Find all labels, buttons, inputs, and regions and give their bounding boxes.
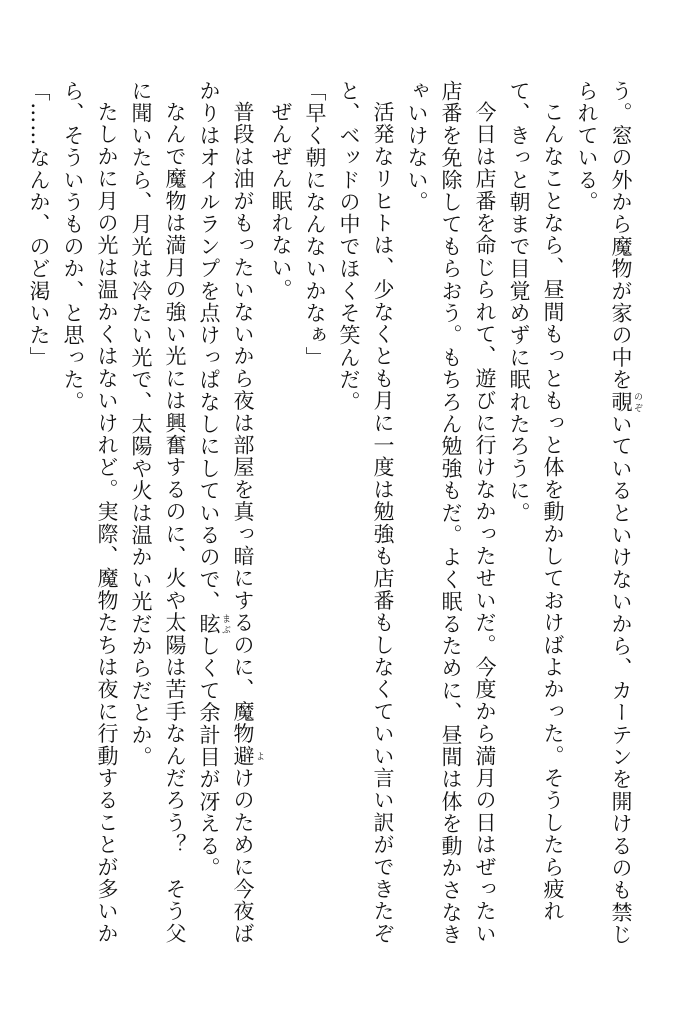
text-segment: 普段は油がもったいないから夜は部屋を真っ暗にするのに、魔物	[231, 101, 255, 745]
ruby-reading: まぶ	[220, 612, 230, 636]
ruby-reading: のぞ	[632, 390, 642, 414]
vertical-text-body	[27, 80, 642, 950]
paragraph	[400, 80, 502, 950]
ruby-word: 眩 まぶ	[197, 612, 230, 636]
paragraph	[124, 80, 192, 950]
ruby-word: 覗 のぞ	[609, 390, 642, 414]
text-segment: たしかに月の光は温かくはないけれど。実際、魔物たちは夜に行動することが多いから、そういうものか、と思った。	[61, 80, 119, 945]
text-segment: 「早く朝になんないかなぁ」	[303, 80, 327, 369]
ruby-word: 避 よ	[231, 744, 264, 768]
paragraph	[502, 80, 570, 950]
text-segment: けのために今夜ばかりはオイルランプを点けっぱなしにしているので、	[197, 80, 255, 945]
text-segment: こんなことなら、昼間もっともっと体を動かしておけばよかった。そうしたら疲れて、きっと朝まで目覚めずに眠れたろうに。	[507, 80, 565, 923]
text-segment: なんで魔物は満月の強い光には興奮するのに、火や太陽は苦手なんだろう？ そう父に聞いたら、月光は冷たい光で、太陽や火は温かい光だからだとか。	[129, 80, 187, 945]
text-segment: 「……なんか、のど渇いた」	[27, 80, 51, 369]
paragraph	[264, 80, 298, 950]
dialogue-line	[298, 80, 332, 950]
dialogue-line	[22, 80, 56, 950]
text-segment: 今日は店番を命じられて、遊びに行けなかったせいだ。今度から満月の日はぜったい店番を免除してもらおう。もちろん勉強もだ。よく眠るために、昼間は体を動かさなきゃいけない。	[405, 80, 497, 946]
paragraph	[192, 80, 264, 950]
text-segment: いているといけないから、カーテンを開けるのも禁じられている。	[575, 80, 633, 946]
text-segment: う。窓の外から魔物が家の中を	[609, 80, 633, 391]
paragraph	[570, 80, 642, 950]
paragraph	[56, 80, 124, 950]
text-segment: ぜんぜん眠れない。	[269, 101, 293, 301]
ruby-reading: よ	[254, 744, 264, 767]
text-segment: 活発なリヒトは、少なくとも月に一度は勉強も店番もしなくていい言い訳ができたぞと、ベッドの中でほくそ笑んだ。	[337, 80, 395, 945]
text-segment: しくて余計目が冴える。	[197, 635, 221, 880]
paragraph	[332, 80, 400, 950]
